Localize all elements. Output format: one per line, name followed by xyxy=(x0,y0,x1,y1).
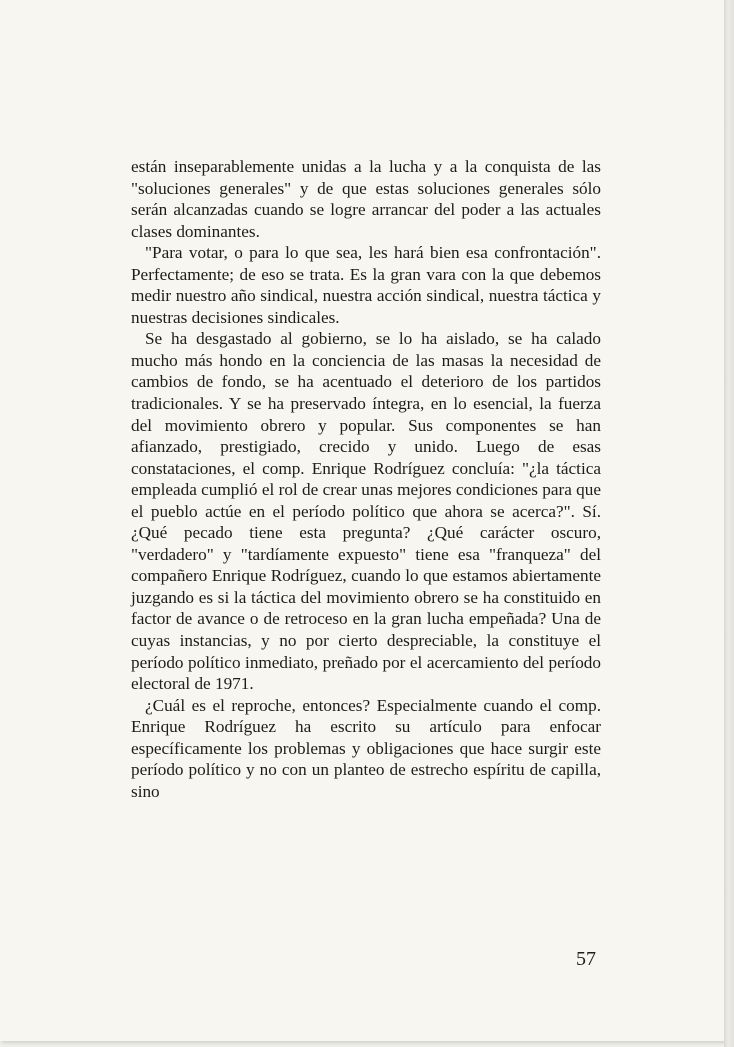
paragraph-3: Se ha desgastado al gobierno, se lo ha aislado, se ha calado mucho más hondo en la conciencia de las masas la necesidad de cambios de fondo, se ha acentuado el deterioro de los partidos tradicionales. Y se ha preservado íntegra, en lo esencial, la fuerza del movimiento obrero y popular. Sus componentes se han afianzado, prestigiado, crecido y unido. Luego de esas constataciones, el comp. Enrique Rodríguez concluía: "¿la táctica empleada cumplió el rol de crear unas mejores condiciones para que el pueblo actúe en el período político que ahora se acerca?". Sí. ¿Qué pecado tiene esta pregunta? ¿Qué carácter oscuro, "verdadero" y "tardíamente expuesto" tiene esa "franqueza" del compañero Enrique Rodríguez, cuando lo que estamos abiertamente juzgando es si la táctica del movimiento obrero se ha constituido en factor de avance o de retroceso en la gran lucha empeñada? Una de cuyas instancias, y no por cierto despreciable, la constituye el período político inmediato, preñado por el acercamiento del período electoral de 1971. xyxy=(131,329,601,694)
page-edge xyxy=(724,0,734,1047)
page-number: 57 xyxy=(576,948,596,970)
paragraph-1: están inseparablemente unidas a la lucha y a la conquista de las "soluciones generales" y de que estas soluciones generales sólo serán alcanzadas cuando se logre arrancar del poder a las actuales clases dominantes. xyxy=(131,157,601,241)
paragraph-4: ¿Cuál es el reproche, entonces? Especialmente cuando el comp. Enrique Rodríguez ha escrito su artículo para enfocar específicamente los problemas y obligaciones que hace surgir este período político y no con un planteo de estrecho espíritu de capilla, sino xyxy=(131,695,601,801)
paragraph-2: "Para votar, o para lo que sea, les hará bien esa confrontación". Perfectamente; de eso se trata. Es la gran vara con la que debemos medir nuestro año sindical, nuestra acción sindical, nuestra táctica y nuestras decisiones sindicales. xyxy=(131,243,601,327)
body-text xyxy=(131,156,601,802)
